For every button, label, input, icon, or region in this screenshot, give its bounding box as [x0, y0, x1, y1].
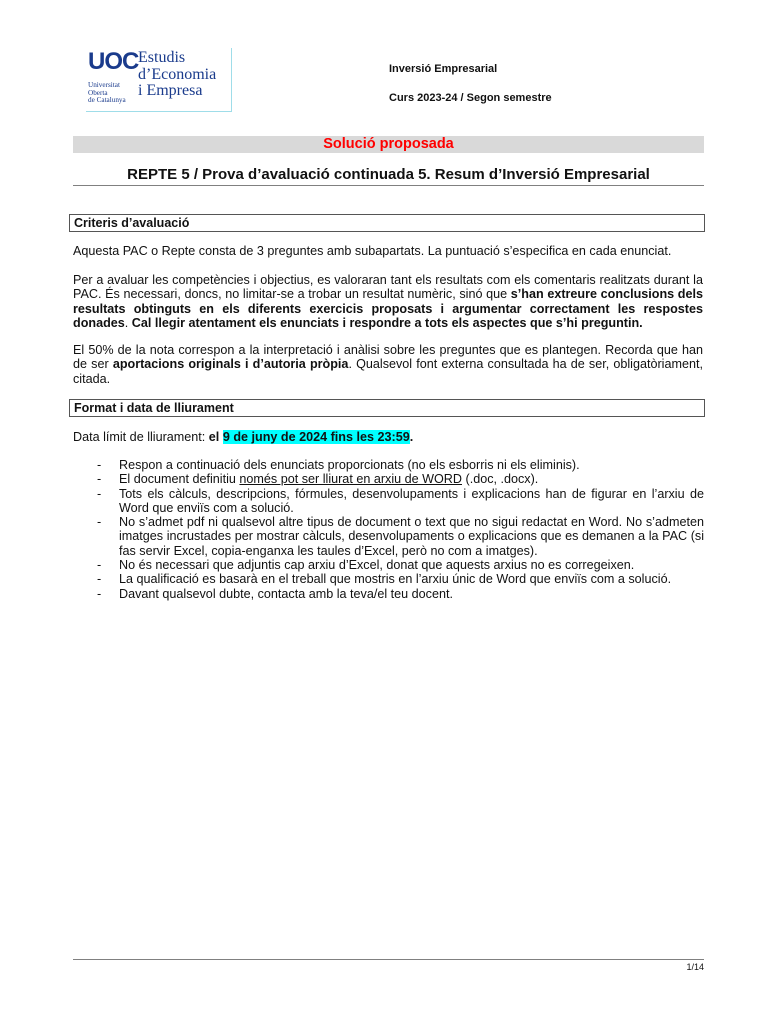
bullet-dash: -: [97, 572, 102, 587]
uoc-logo: [86, 48, 232, 112]
delivery-rules-list: [73, 458, 704, 601]
list-item: [73, 558, 704, 572]
criteria-paragraph-3: [73, 343, 703, 386]
title-divider: [73, 185, 704, 186]
criteria-p2-text: Per a avaluar les competències i objectius, es valoraran tant els resultats com els comentaris realitzats durant la PAC. És necessari, doncs, no limitar-se a trobar un resultat numèric, sinó que: [73, 273, 703, 302]
bullet-text: No és necessari que adjuntis cap arxiu d’Excel, donat que aquests arxius no es corregeixen.: [119, 558, 635, 573]
bullet-dash: -: [97, 486, 102, 501]
school-line-1: Estudis: [138, 49, 186, 66]
criteria-heading: Criteris d’avaluació: [69, 214, 705, 232]
proposal-label: Solució proposada: [323, 136, 454, 152]
university-line-1: Universitat: [88, 81, 120, 89]
page-number: 1/14: [686, 962, 704, 972]
bullet-text: La qualificació es basarà en el treball que mostris en l’arxiu únic de Word que enviïs com a solució.: [119, 572, 672, 587]
criteria-p3-bold: aportacions originals i d’autoria pròpia: [112, 357, 349, 372]
bullet-text: El document definitiu: [119, 472, 240, 487]
bullet-text: Davant qualsevol dubte, contacta amb la teva/el teu docent.: [119, 586, 453, 601]
list-item: [73, 458, 704, 472]
criteria-p3-end: . Qualsevol font externa consultada ha de ser, obligatòriament, citada.: [73, 357, 703, 386]
university-line-3: de Catalunya: [88, 96, 126, 105]
bullet-text-end: (.doc, .docx).: [462, 472, 539, 487]
criteria-p2-sep: .: [124, 315, 132, 330]
list-item: [73, 572, 704, 586]
list-item: [73, 472, 704, 486]
bullet-dash: -: [97, 515, 102, 530]
list-item: [73, 587, 704, 601]
bullet-text: Respon a continuació dels enunciats proporcionats (no els esborris ni els eliminis).: [119, 458, 580, 472]
deadline-line: [73, 430, 703, 444]
school-line-3: i Empresa: [138, 82, 203, 99]
footer-divider: [73, 959, 704, 960]
course-term: Curs 2023-24 / Segon semestre: [389, 92, 552, 104]
deadline-label: Data límit de lliurament:: [73, 430, 209, 444]
bullet-text: Tots els càlculs, descripcions, fórmules, desenvolupaments i explicacions han de figurar en l’arxiu de Word que enviïs com a solució.: [119, 486, 704, 515]
bullet-dash: -: [97, 472, 102, 487]
deadline-prefix: el: [208, 430, 223, 444]
document-title: REPTE 5 / Prova d’avaluació continuada 5. Resum d’Inversió Empresarial: [127, 166, 650, 183]
criteria-p2-bold-2: Cal llegir atentament els enunciats i respondre a tots els aspectes que s’hi preguntin.: [131, 315, 643, 330]
bullet-dash: -: [97, 586, 102, 601]
school-name: [138, 50, 216, 100]
bullet-dash: -: [97, 458, 102, 472]
bullet-text: No s’admet pdf ni qualsevol altre tipus de document o text que no sigui redactat en Word. No s’admeten imatges incrustades per mostrar càlculs, desenvolupaments o explicacions que es demanen a la PAC (si fas servir Excel, copia-enganxa les taules d’Excel, però no com a imatges).: [119, 515, 704, 558]
proposal-banner: [73, 136, 704, 153]
university-line-2: Oberta: [88, 88, 108, 97]
deadline-end: .: [409, 430, 414, 444]
bullet-underlined: només pot ser lliurat en arxiu de WORD: [239, 472, 462, 487]
deadline-date: 9 de juny de 2024 fins les 23:59: [222, 430, 410, 444]
delivery-heading: Format i data de lliurament: [69, 399, 705, 417]
course-name: Inversió Empresarial: [389, 63, 498, 75]
list-item: [73, 515, 704, 558]
criteria-paragraph-1: Aquesta PAC o Repte consta de 3 preguntes amb subapartats. La puntuació s’especifica en cada enunciat.: [73, 244, 672, 258]
university-name: [88, 82, 136, 105]
criteria-paragraph-2: [73, 273, 703, 330]
criteria-p2-bold: s’han extreure conclusions dels resultats obtinguts en els diferents exercicis proposats i argumentar correctament les respostes donades: [73, 287, 703, 330]
bullet-dash: -: [97, 558, 102, 573]
uoc-mark: UOC: [88, 48, 139, 75]
school-line-2: d’Economia: [138, 65, 217, 83]
list-item: [73, 487, 704, 516]
criteria-p3-text: El 50% de la nota correspon a la interpretació i anàlisi sobre les preguntes que es plantegen. Recorda que han de ser: [73, 343, 703, 372]
